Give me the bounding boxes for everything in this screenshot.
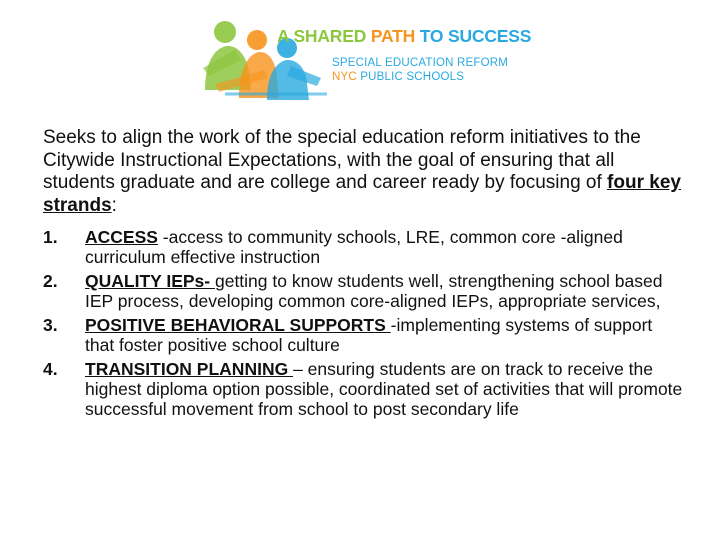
list-item: [43, 271, 683, 311]
logo-title-part3: TO SUCCESS: [419, 26, 532, 46]
list-item: [43, 227, 683, 267]
strand-title: POSITIVE BEHAVIORAL SUPPORTS: [85, 315, 391, 335]
strand-number: 4.: [43, 359, 58, 379]
logo-title-part1: A SHARED: [277, 26, 367, 46]
strand-description: -access to community schools, LRE, common core -aligned curriculum effective instruction: [85, 227, 623, 267]
intro-emphasis: four key strands: [43, 172, 681, 216]
intro-text: Seeks to align the work of the special education reform initiatives to the Citywide Instructional Expectations, with the goal of ensuring that all students graduate and are college and career ready by focusing of: [43, 127, 641, 193]
list-item: [43, 315, 683, 355]
strand-number: 3.: [43, 315, 58, 335]
strand-title: ACCESS: [85, 227, 158, 247]
strand-description: – ensuring students are on track to receive the highest diploma option possible, coordinated set of activities that will promote successful movement from school to post secondary life: [85, 359, 683, 419]
logo-subtitle-line1: SPECIAL EDUCATION REFORM: [332, 57, 509, 69]
intro-trailing: :: [111, 194, 117, 216]
logo-subtitle-rest: PUBLIC SCHOOLS: [360, 71, 465, 83]
students-illustration-icon: [195, 10, 335, 102]
logo-subtitle-nyc: NYC: [332, 71, 357, 83]
strand-title: QUALITY IEPs-: [85, 271, 215, 291]
strand-number: 1.: [43, 227, 58, 247]
strand-description: getting to know students well, strengthening school based IEP process, developing common core-aligned IEPs, appropriate services,: [85, 271, 663, 311]
logo-title-part2: PATH: [370, 26, 416, 46]
intro-paragraph: [43, 127, 683, 217]
strand-number: 2.: [43, 271, 58, 291]
strands-list: [43, 227, 683, 423]
logo-title: [277, 26, 531, 47]
logo: [195, 10, 540, 102]
strand-title: TRANSITION PLANNING: [85, 359, 294, 379]
strand-description: -implementing systems of support that foster positive school culture: [85, 315, 653, 355]
logo-subtitle-line2: [332, 71, 464, 83]
list-item: [43, 359, 683, 419]
